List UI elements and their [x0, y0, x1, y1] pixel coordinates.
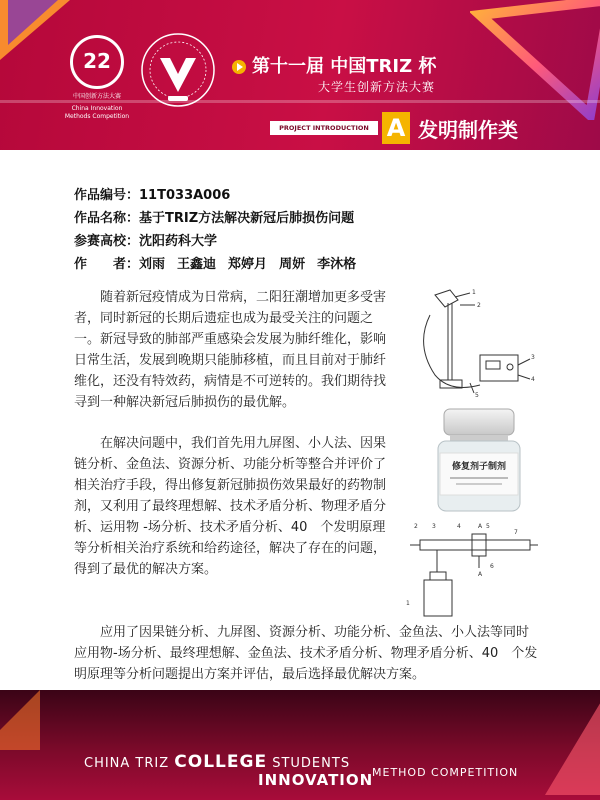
footer-innovation: INNOVATION [258, 771, 374, 789]
meta-school-row [74, 230, 368, 253]
paragraph-background: 随着新冠疫情成为日常病，二阳狂潮增加更多受害者，同时新冠的长期后遗症也成为最受关注的问题之一。新冠导致的肺部严重感染会发展为肺纤维化，影响日常生活，发展到晚期只能肺移植，而且目前对于肺纤维化，还没有特效药，病情是不可逆转的。我们期待找寻到一种解决新冠后肺损伤的最优解。 [74, 290, 387, 410]
decor-triangle-purple [8, 0, 58, 45]
footer-method-competition: METHOD COMPETITION [372, 766, 519, 779]
svg-text:1: 1 [406, 600, 410, 607]
svg-text:2: 2 [414, 523, 418, 530]
vial-label-text: 修复剂子制剂 [451, 462, 507, 472]
footer-china-triz: CHINA TRIZ [84, 756, 170, 771]
logo-china-innovation [62, 35, 132, 121]
author-name: 郑婷月 [228, 257, 268, 272]
author-name: 王鑫迪 [177, 257, 217, 272]
footer-banner [0, 690, 600, 800]
svg-text:4: 4 [531, 376, 535, 383]
project-introduction-tag: PROJECT INTRODUCTION [270, 121, 378, 135]
footer-college: COLLEGE [174, 752, 268, 772]
meta-authors-label: 作 者： [74, 257, 140, 272]
meta-id-row [74, 184, 368, 207]
nebulizer-device-diagram [410, 285, 540, 400]
author-name: 周妍 [279, 257, 306, 272]
meta-name-row [74, 207, 368, 230]
decor-triangle-footer-right [545, 695, 600, 795]
svg-text:5: 5 [475, 392, 479, 399]
author-name: 李沐格 [317, 257, 357, 272]
footer-students: STUDENTS [272, 756, 351, 771]
header-banner [0, 0, 600, 150]
svg-text:3: 3 [432, 523, 436, 530]
meta-id-label: 作品编号： [74, 188, 140, 203]
meta-school-value: 沈阳药科大学 [139, 234, 218, 249]
delivery-system-diagram [402, 520, 540, 620]
svg-text:7: 7 [514, 529, 518, 536]
svg-text:1: 1 [472, 289, 476, 296]
meta-name-value: 基于TRIZ方法解决新冠后肺损伤问题 [139, 211, 355, 226]
project-meta [74, 184, 368, 276]
author-name: 刘雨 [139, 257, 166, 272]
vial-photo [428, 405, 530, 515]
svg-text:3: 3 [531, 354, 535, 361]
meta-id-value: 11T033A006 [139, 188, 231, 203]
competition-subtitle: 大学生创新方法大赛 [318, 80, 436, 94]
svg-text:A: A [478, 571, 483, 578]
svg-text:6: 6 [490, 563, 494, 570]
decor-triangle-footer-left [0, 690, 40, 750]
category-letter-badge: A [382, 112, 410, 144]
meta-name-label: 作品名称： [74, 211, 140, 226]
logo-caption-en: China Innovation Methods Competition [64, 105, 130, 120]
paragraph-summary: 应用了因果链分析、九屏图、资源分析、功能分析、金鱼法、小人法等同时应用物-场分析、最终理想解、金鱼法、技术矛盾分析、物理矛盾分析、40 个发明原理等分析问题提出方案并评估，最后选择最优解决方案。 [74, 625, 538, 682]
svg-text:A: A [478, 523, 483, 530]
svg-text:5: 5 [486, 523, 490, 530]
footer-tagline [84, 752, 350, 772]
meta-authors-row [74, 253, 368, 276]
logo-mark: 22 [70, 35, 124, 89]
svg-text:4: 4 [457, 523, 461, 530]
play-icon [232, 60, 246, 74]
meta-school-label: 参赛高校： [74, 234, 140, 249]
competition-title-text: 第十一届 中国TRIZ 杯 [252, 56, 437, 77]
paragraph-method: 在解决问题中，我们首先用九屏图、小人法、因果链分析、金鱼法、资源分析、功能分析等整合并评价了相关治疗手段，得出修复新冠肺损伤效果最好的药物制剂，又利用了最终理想解、技术矛盾分析、物理矛盾分析、运用物 -场分析、技术矛盾分析、40 个发明原理等分析相关治疗系统和给药途径，解决了存在的问题，得到了最优的解决方案。 [74, 436, 387, 577]
logo-triz-emblem [138, 30, 218, 110]
category-title: 发明制作类 [418, 118, 518, 142]
competition-title [232, 52, 436, 78]
svg-text:2: 2 [477, 302, 481, 309]
logo-caption-cn: 中国创新方法大赛 [72, 93, 121, 100]
